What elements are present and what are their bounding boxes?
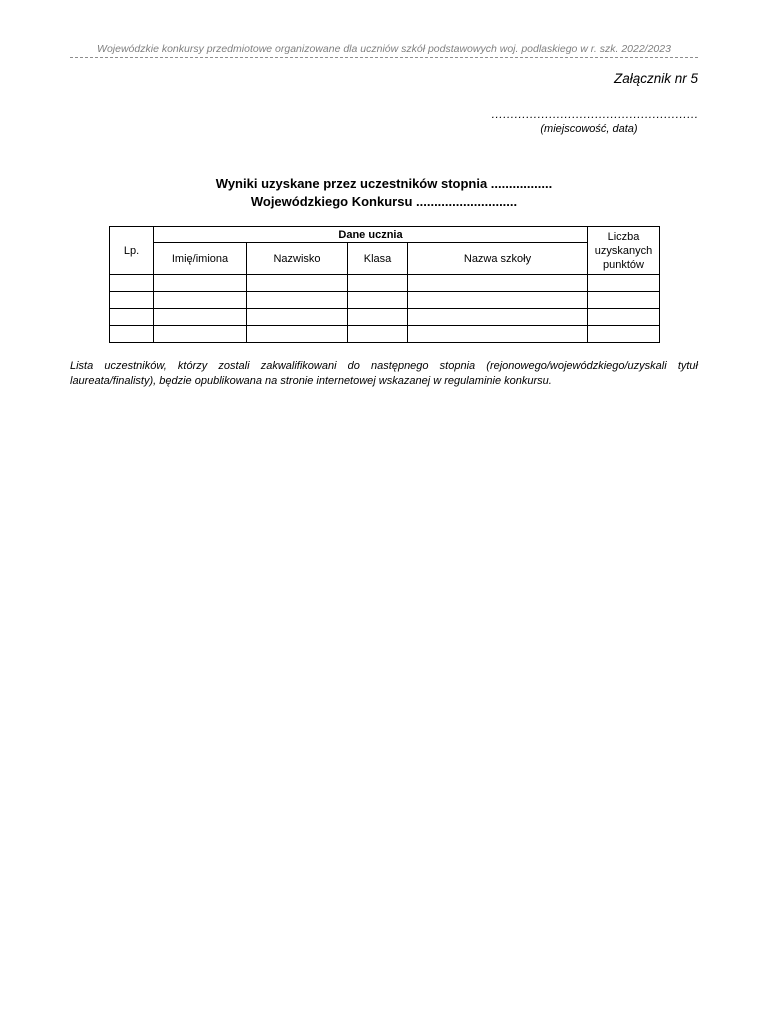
table-cell — [348, 292, 408, 309]
table-cell — [247, 326, 348, 343]
class-header: Klasa — [348, 243, 408, 275]
table-cell — [154, 275, 247, 292]
table-cell — [588, 326, 660, 343]
table-cell — [408, 275, 588, 292]
qualification-note: Lista uczestników, którzy zostali zakwalifikowani do następnego stopnia (rejonowego/wojewódzkiego/uzyskali tytuł laureata/finalisty), będzie opublikowana na stronie internetowej wskazanej w regulaminie konkursu. — [70, 360, 698, 387]
table-cell — [348, 275, 408, 292]
annex-label: Załącznik nr 5 — [613, 71, 698, 86]
title-line-1: Wyniki uzyskane przez uczestników stopnia ................. — [215, 176, 553, 191]
results-table — [109, 226, 660, 343]
table-cell — [588, 309, 660, 326]
table-cell — [588, 275, 660, 292]
school-name-header: Nazwa szkoły — [408, 243, 588, 275]
table-cell — [588, 292, 660, 309]
table-cell — [247, 309, 348, 326]
place-date-caption: (miejscowość, data) — [540, 123, 638, 135]
table-row — [110, 292, 660, 309]
lp-header: Lp. — [110, 227, 154, 275]
table-row — [110, 309, 660, 326]
table-cell — [154, 292, 247, 309]
points-header: Liczba uzyskanych punktów — [588, 227, 660, 275]
table-cell — [348, 309, 408, 326]
table-cell — [110, 309, 154, 326]
table-cell — [247, 275, 348, 292]
table-cell — [247, 292, 348, 309]
table-cell — [110, 275, 154, 292]
table-cell — [408, 326, 588, 343]
table-cell — [408, 309, 588, 326]
student-data-header: Dane ucznia — [154, 227, 588, 243]
place-date-dots: ……………………………………………… — [491, 107, 698, 121]
first-name-header: Imię/imiona — [154, 243, 247, 275]
table-cell — [154, 309, 247, 326]
table-cell — [408, 292, 588, 309]
table-cell — [154, 326, 247, 343]
table-cell — [110, 326, 154, 343]
table-row — [110, 275, 660, 292]
table-row — [110, 326, 660, 343]
table-cell — [348, 326, 408, 343]
last-name-header: Nazwisko — [247, 243, 348, 275]
document-title — [70, 175, 698, 211]
table-cell — [110, 292, 154, 309]
running-header: Wojewódzkie konkursy przedmiotowe organizowane dla uczniów szkół podstawowych woj. podlaskiego w r. szk. 2022/2023 — [70, 43, 698, 58]
title-line-2: Wojewódzkiego Konkursu ............................ — [250, 194, 518, 209]
